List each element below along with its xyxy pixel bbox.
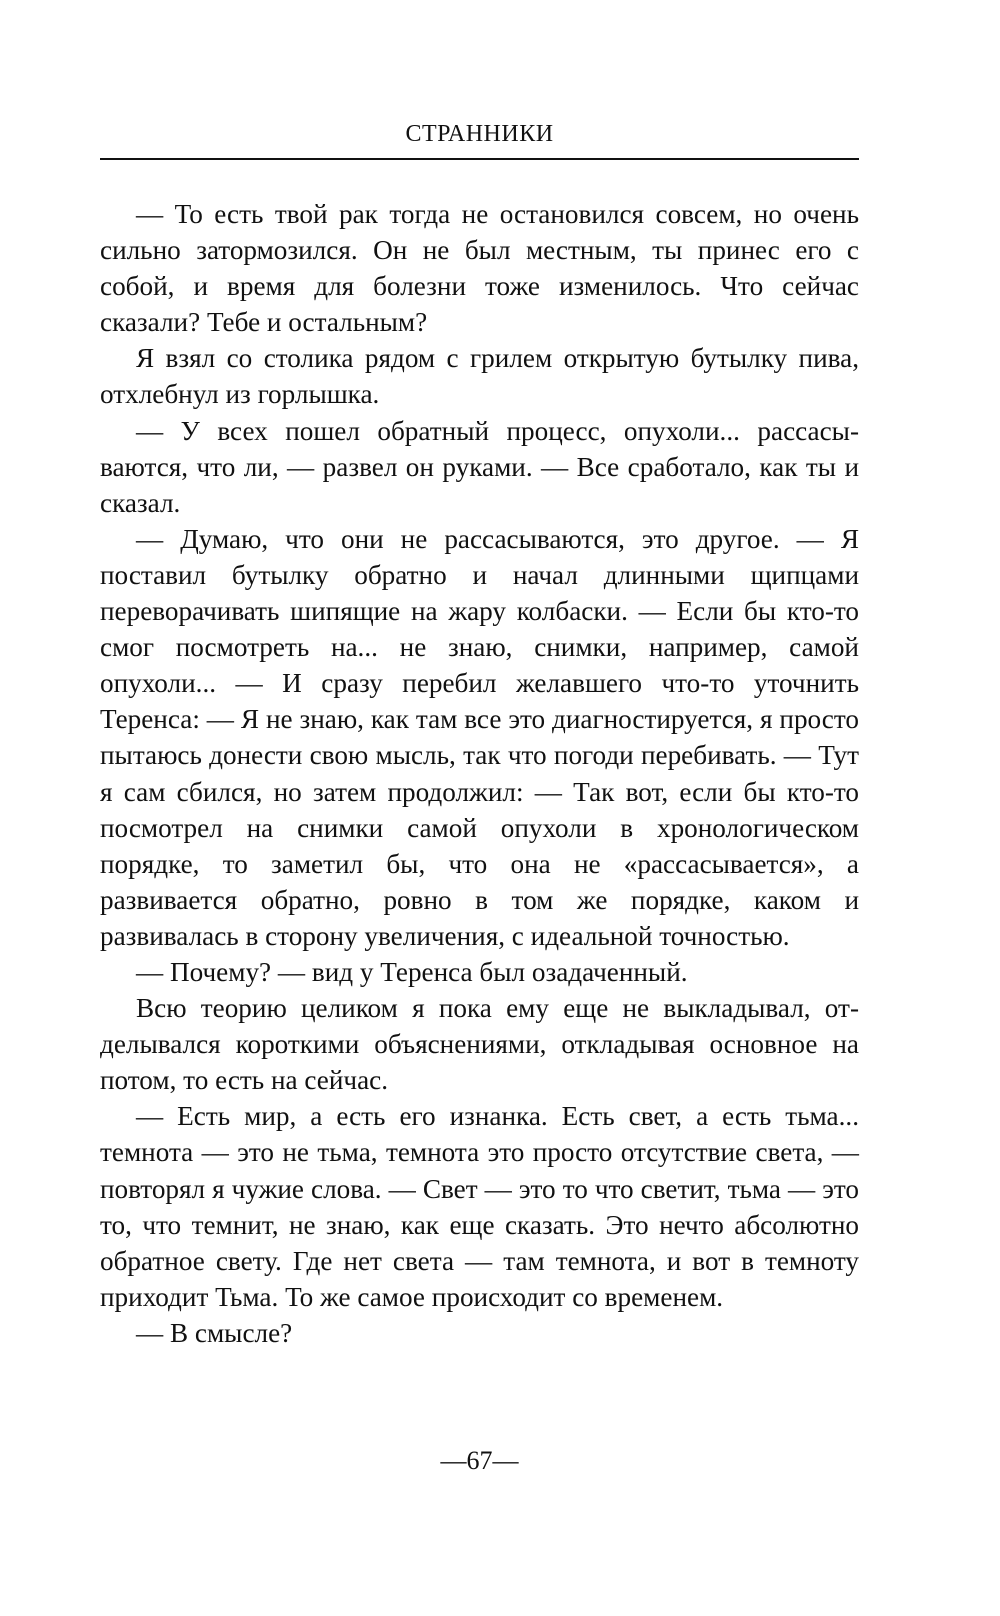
paragraph: Всю теорию целиком я пока ему еще не выкладывал, отделывался короткими объяснениями, откладывая основное на потом, то есть на сейчас. xyxy=(100,993,859,1096)
body-text xyxy=(100,196,859,1351)
header-rule xyxy=(100,158,859,160)
running-head-title: СТРАННИКИ xyxy=(405,121,554,147)
paragraph: — В смысле? xyxy=(136,1317,293,1348)
paragraph: — То есть твой рак тогда не остановился совсем, но очень сильно затормозился. Он не был местным, ты принес его с собой, и время для болезни тоже изменилось. Что сейчас сказали? Тебе и остальным? xyxy=(100,199,859,338)
paragraph: — У всех пошел обратный процесс, опухоли... рассасываются, что ли, — развел он руками. — Все сработало, как ты и сказал. xyxy=(100,415,859,518)
paragraph: — Почему? — вид у Теренса был озадаченный. xyxy=(136,956,688,987)
paragraph: — Есть мир, а есть его изнанка. Есть свет, а есть тьма... темнота — это не тьма, темнота это просто отсутствие света, — повторял я чужие слова. — Свет — это то что светит, тьма — это то, что темнит, не знаю, как еще сказать. Это нечто абсолютно обратное свету. Где нет света — там темнота, и вот в темноту приходит Тьма. То же самое происходит со временем. xyxy=(100,1101,859,1312)
paragraph: — Думаю, что они не рассасываются, это другое. — Я поставил бутылку обратно и начал длинными щипцами переворачивать шипящие на жару колбаски. — Если бы кто-то смог посмотреть на... не знаю, снимки, например, самой опухоли... — И сразу перебил желавшего что-то уточнить Теренса: — Я не знаю, как там все это диагностируется, я просто пытаюсь донести свою мысль, так что погоди перебивать. — Тут я сам сбился, но затем продолжил: — Так вот, если бы кто-то посмотрел на снимки самой опухоли в хронологическом порядке, то заметил бы, что она не «рассасывается», а развивается обратно, ровно в том же порядке, каком и развивалась в сторону увеличения, с идеальной точностью. xyxy=(100,523,859,951)
page-number: —67— xyxy=(440,1446,519,1475)
paragraph: Я взял со столика рядом с грилем открытую бутылку пива, отхлебнул из горлышка. xyxy=(100,343,859,410)
